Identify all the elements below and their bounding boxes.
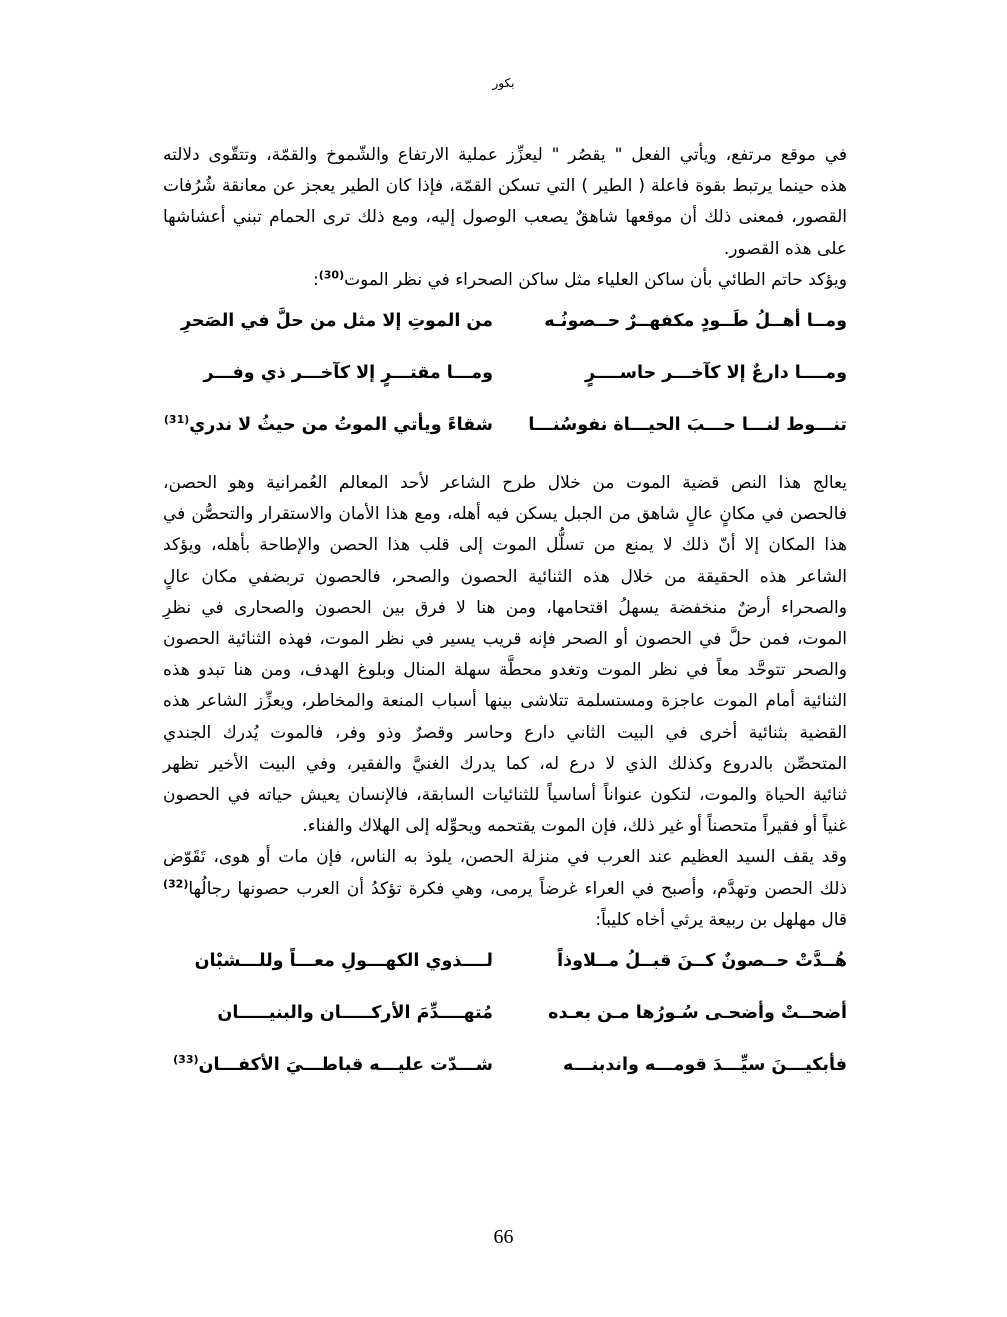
text-line: فالحصن في مكانٍ عالٍ شاهق من الجبل يسكن فيه أهله، ومع هذا الأمان والاستقرار والتحصُّن في bbox=[163, 504, 847, 525]
text-line: على هذه القصور. bbox=[723, 238, 847, 259]
first-hemistich: أضحــتْ وأضحـى سُـورُها مـن بعـده bbox=[548, 1003, 847, 1024]
text-line: قال مهلهل بن ربيعة يرثي أخاه كليباً: bbox=[595, 909, 847, 930]
text-line: القضية بثنائية أخرى في البيت الثاني دارع وحاسر وقصرٌ وذو وفر، فالموت يُدرك الجندي bbox=[163, 722, 847, 743]
poem-verse bbox=[163, 936, 847, 988]
text-line: وقد يقف السيد العظيم عند العرب في منزلة الحصن، يلوذ به الناس، فإن مات أو هوى، تَقَوّض bbox=[163, 847, 847, 868]
first-hemistich: هُــدَّتْ حــصونٌ كــنَ قبــلُ مــلاوذاً bbox=[557, 951, 847, 972]
poem-verse bbox=[163, 1040, 847, 1092]
text-line: غنياً أو فقيراً متحصناً أو غير ذلك، فإن الموت يقتحمه ويحوِّله إلى الهلاك والفناء. bbox=[302, 816, 847, 837]
page-body bbox=[163, 140, 847, 1092]
hemistich-text: لــــذوي الكهـــولِ معـــاً وللـــشبْان bbox=[194, 951, 493, 972]
footnote-ref: (32) bbox=[163, 877, 189, 890]
text-line: المتحصِّن بالدروع وكذلك الذي لا درع له، كما يدرك الغنيَّ والفقير، وفي البيت الأخير تظهر bbox=[163, 753, 847, 774]
text-line: في موقع مرتفع، ويأتي الفعل " يقصُر " ليعزِّز عملية الارتفاع والشّموخ والقمّة، وتتقّوى دلالته bbox=[163, 145, 847, 165]
hemistich-text: ومـــا مقتـــرٍ إلا كآخـــر ذي وفـــر bbox=[203, 363, 493, 384]
poem-intro-1 bbox=[163, 265, 847, 296]
page-number: 66 bbox=[493, 1226, 514, 1248]
paragraph-3 bbox=[163, 842, 847, 936]
footnote-ref: (31) bbox=[163, 413, 190, 427]
second-hemistich bbox=[163, 306, 493, 337]
spacer bbox=[163, 452, 847, 468]
intro-text: ويؤكد حاتم الطائي بأن ساكن العلياء مثل ساكن الصحراء في نظر الموت bbox=[344, 269, 847, 290]
paragraph-1 bbox=[163, 140, 847, 265]
footnote-ref: (33) bbox=[173, 1053, 199, 1067]
hemistich-text: مُتهــــدِّمَ الأركـــــان والبنيـــــان bbox=[217, 1003, 493, 1024]
poem-verse bbox=[163, 988, 847, 1040]
second-hemistich bbox=[163, 998, 493, 1029]
poem-verse bbox=[163, 348, 847, 400]
second-hemistich bbox=[163, 358, 493, 389]
second-hemistich bbox=[163, 946, 493, 977]
running-header bbox=[0, 76, 1007, 90]
hemistich-text: شـــدّت عليـــه قباطـــيَ الأكفـــان bbox=[198, 1055, 493, 1076]
poem-verse bbox=[163, 400, 847, 452]
text-line: يعالج هذا النص قضية الموت من خلال طرح الشاعر لأحد المعالم العُمرانية وهو الحصن، bbox=[163, 473, 847, 494]
running-title: بكور bbox=[492, 76, 515, 90]
text-line bbox=[163, 874, 847, 905]
text-line: الثنائية أمام الموت عاجزة ومستسلمة تتلاشى بينها أسباب المنعة والمخاطر، ويعزِّز الشاعر هذه bbox=[163, 691, 847, 712]
footnote-ref: (30) bbox=[318, 268, 345, 282]
poem-verse bbox=[163, 296, 847, 348]
text-line: هذه حينما يرتبط بقوة فاعلة ( الطير ) التي تسكن القمّة، فإذا كان الطير يعجز عن معانقة شُرُفات bbox=[163, 176, 847, 197]
line-text: ذلك الحصن وتهدَّم، وأصبح في العراء غرضاً يرمى، وهي فكرة تؤكدُ أن العرب حصونها رجالُها bbox=[188, 878, 847, 899]
text-line bbox=[163, 265, 847, 296]
first-hemistich: ومــــا دارعٌ إلا كآخـــر حاســــرٍ bbox=[584, 363, 847, 384]
text-line: هذا المكان إلا أنّ ذلك لا يمنع من تسلُّل الموت إلى قلب هذا الحصن والإطاحة بأهله، ويؤكد bbox=[163, 535, 847, 556]
first-hemistich: ومــا أهــلُ طَــودٍ مكفهــرٌ حــصونُـه bbox=[544, 311, 847, 332]
hemistich-text: من الموتِ إلا مثل من حلَّ في الصَحرِ bbox=[180, 311, 493, 332]
paragraph-2 bbox=[163, 468, 847, 842]
intro-suffix: : bbox=[313, 269, 319, 290]
hemistich-text: شقاءً ويأتي الموتُ من حيثُ لا ندري bbox=[189, 415, 493, 436]
text-line: القصور، فمعنى ذلك أن موقعها شاهقٌ يصعب الوصول إليه، ومع ذلك ترى الحمام تبني أعشاشها bbox=[163, 207, 847, 228]
first-hemistich: تنـــوط لنـــا حـــبَ الحيـــاة نفوسُنـــا bbox=[528, 415, 847, 436]
text-line: الموت، فمن حلَّ في الحصون أو الصحر فإنه قريب يسير في نظر الموت، فهذه الثنائية الحصون bbox=[163, 629, 847, 650]
first-hemistich: فأبكيـــنَ سيِّـــدَ قومـــه واندبنـــه bbox=[563, 1055, 847, 1076]
poem-1 bbox=[163, 296, 847, 452]
text-line: الشاعر هذه الحقيقة من خلال هذه الثنائية الحصون والصحر، فالحصون تربضفي مكان عالٍ bbox=[163, 566, 847, 587]
text-line: ثنائية الحياة والموت، لتكون عنواناً أساسياً للثنائيات السابقة، فالإنسان يعيش حياته في الحصون bbox=[163, 785, 847, 806]
second-hemistich bbox=[163, 410, 493, 441]
poem-2 bbox=[163, 936, 847, 1092]
second-hemistich bbox=[163, 1050, 493, 1081]
text-line: والصحراء أرضٌ منخفضة يسهلُ اقتحامها، ومن هنا لا فرق بين الحصون والصحارى في نظرِ bbox=[163, 597, 847, 618]
text-line: والصحر تتوحَّد معاً في نظر الموت وتغدو محطَّة سهلة المنال وبلوغ الهدف، ومن هنا تبدو هذه bbox=[163, 660, 847, 681]
